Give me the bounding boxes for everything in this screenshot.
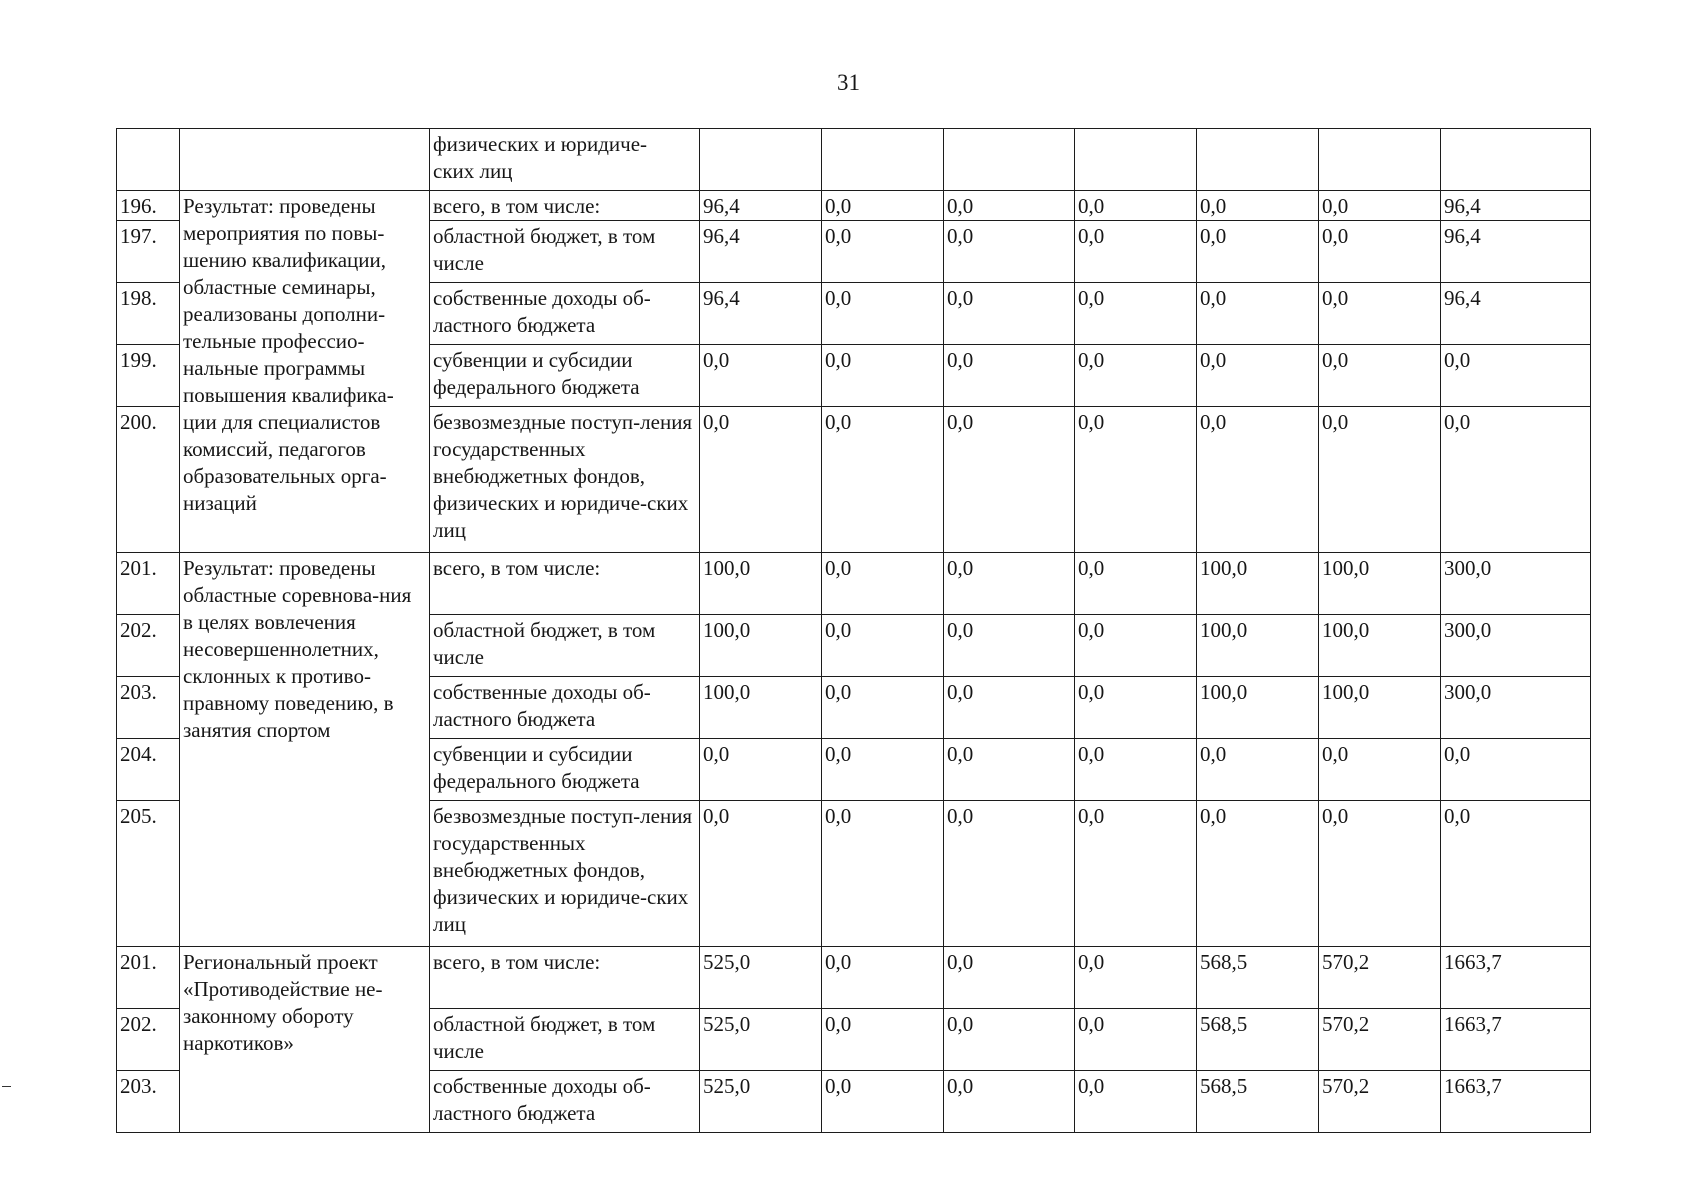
amount-value: 0,0: [1444, 410, 1471, 434]
row-number-cell: [117, 739, 180, 801]
amount-value: 100,0: [703, 680, 751, 704]
value-cell: [944, 283, 1075, 345]
value-cell: [700, 129, 822, 191]
value-cell: [1075, 553, 1197, 615]
value-cell: [1319, 1071, 1441, 1133]
value-cell: [1197, 553, 1319, 615]
amount-value: 0,0: [1078, 1074, 1105, 1098]
value-cell: [1197, 739, 1319, 801]
amount-value: 0,0: [1322, 224, 1349, 248]
value-cell: [944, 1071, 1075, 1133]
amount-value: 0,0: [1078, 194, 1105, 218]
amount-value: 0,0: [825, 618, 852, 642]
amount-value: 0,0: [1200, 194, 1227, 218]
funding-source-label: областной бюджет, в том числе: [433, 618, 656, 669]
value-cell: [1319, 677, 1441, 739]
amount-value: 570,2: [1322, 1012, 1370, 1036]
row-number: 196.: [120, 194, 157, 218]
amount-value: 0,0: [947, 1074, 974, 1098]
amount-value: 0,0: [1200, 348, 1227, 372]
value-cell: [1197, 677, 1319, 739]
value-cell: [1075, 129, 1197, 191]
amount-value: 100,0: [1322, 680, 1370, 704]
page-number: 31: [837, 70, 860, 95]
funding-source-cell: [430, 221, 700, 283]
value-cell: [1075, 801, 1197, 947]
value-cell: [822, 801, 944, 947]
amount-value: 0,0: [1200, 742, 1227, 766]
amount-value: 0,0: [703, 348, 730, 372]
amount-value: 0,0: [1078, 556, 1105, 580]
description-cell: [180, 191, 430, 553]
amount-value: 0,0: [947, 1012, 974, 1036]
row-number-cell: [117, 1071, 180, 1133]
value-cell: [1197, 1071, 1319, 1133]
amount-value: 0,0: [825, 742, 852, 766]
amount-value: 0,0: [703, 410, 730, 434]
amount-value: 0,0: [1200, 286, 1227, 310]
amount-value: 568,5: [1200, 1012, 1248, 1036]
value-cell: [1197, 407, 1319, 553]
value-cell: [1319, 739, 1441, 801]
row-number: 201.: [120, 556, 157, 580]
value-cell: [822, 221, 944, 283]
funding-source-cell: [430, 1071, 700, 1133]
row-number-cell: [117, 553, 180, 615]
funding-source-cell: [430, 947, 700, 1009]
amount-value: 0,0: [1078, 950, 1105, 974]
description-cell: [180, 947, 430, 1133]
amount-value: 0,0: [1078, 680, 1105, 704]
value-cell: [822, 407, 944, 553]
value-cell: [700, 801, 822, 947]
amount-value: 0,0: [1078, 618, 1105, 642]
value-cell: [1441, 407, 1591, 553]
value-cell: [1197, 129, 1319, 191]
value-cell: [1197, 1009, 1319, 1071]
value-cell: [1441, 1009, 1591, 1071]
amount-value: 570,2: [1322, 1074, 1370, 1098]
value-cell: [1319, 191, 1441, 221]
table-row: [117, 191, 1591, 221]
row-number-cell: [117, 407, 180, 553]
amount-value: 300,0: [1444, 680, 1492, 704]
description-cell: [180, 553, 430, 947]
amount-value: 525,0: [703, 1074, 751, 1098]
value-cell: [1075, 947, 1197, 1009]
funding-source-cell: [430, 801, 700, 947]
amount-value: 96,4: [703, 194, 740, 218]
value-cell: [1441, 553, 1591, 615]
row-number: 204.: [120, 742, 157, 766]
row-number-cell: [117, 129, 180, 191]
value-cell: [1075, 221, 1197, 283]
value-cell: [1441, 677, 1591, 739]
value-cell: [944, 129, 1075, 191]
funding-source-label: безвозмездные поступ-ления государственных внебюджетных фондов, физических и юридиче-ских лиц: [433, 804, 693, 936]
row-number-cell: [117, 221, 180, 283]
amount-value: 0,0: [1322, 742, 1349, 766]
value-cell: [700, 1071, 822, 1133]
value-cell: [1075, 615, 1197, 677]
funding-source-label: физических и юридиче- ских лиц: [433, 132, 648, 183]
amount-value: 0,0: [825, 194, 852, 218]
funding-source-label: субвенции и субсидии федерального бюджета: [433, 348, 640, 399]
amount-value: 0,0: [825, 804, 852, 828]
amount-value: 1663,7: [1444, 950, 1502, 974]
amount-value: 96,4: [1444, 194, 1481, 218]
budget-table: [116, 128, 1591, 1133]
value-cell: [700, 191, 822, 221]
value-cell: [822, 947, 944, 1009]
value-cell: [700, 345, 822, 407]
amount-value: 0,0: [703, 804, 730, 828]
amount-value: 0,0: [1078, 804, 1105, 828]
value-cell: [1075, 739, 1197, 801]
amount-value: 0,0: [1322, 286, 1349, 310]
value-cell: [1197, 947, 1319, 1009]
value-cell: [1441, 615, 1591, 677]
value-cell: [1075, 345, 1197, 407]
amount-value: 525,0: [703, 1012, 751, 1036]
amount-value: 300,0: [1444, 618, 1492, 642]
value-cell: [822, 677, 944, 739]
amount-value: 0,0: [947, 742, 974, 766]
value-cell: [1441, 283, 1591, 345]
value-cell: [1197, 615, 1319, 677]
row-number-cell: [117, 801, 180, 947]
funding-source-label: безвозмездные поступ-ления государственных внебюджетных фондов, физических и юридиче-ских лиц: [433, 410, 693, 542]
value-cell: [700, 221, 822, 283]
amount-value: 0,0: [1078, 1012, 1105, 1036]
amount-value: 0,0: [825, 224, 852, 248]
amount-value: 0,0: [825, 556, 852, 580]
table-row: [117, 553, 1591, 615]
amount-value: 0,0: [947, 410, 974, 434]
value-cell: [822, 615, 944, 677]
value-cell: [1319, 947, 1441, 1009]
value-cell: [700, 283, 822, 345]
funding-source-label: областной бюджет, в том числе: [433, 1012, 656, 1063]
value-cell: [1075, 407, 1197, 553]
value-cell: [944, 677, 1075, 739]
amount-value: 0,0: [947, 194, 974, 218]
continuation-row: [117, 129, 1591, 191]
amount-value: 0,0: [1322, 194, 1349, 218]
amount-value: 96,4: [1444, 224, 1481, 248]
value-cell: [700, 615, 822, 677]
value-cell: [944, 739, 1075, 801]
value-cell: [1319, 221, 1441, 283]
row-number: 198.: [120, 286, 157, 310]
amount-value: 100,0: [1200, 680, 1248, 704]
value-cell: [944, 345, 1075, 407]
funding-source-cell: [430, 283, 700, 345]
amount-value: 0,0: [947, 804, 974, 828]
row-number: 202.: [120, 1012, 157, 1036]
amount-value: 0,0: [947, 348, 974, 372]
value-cell: [944, 947, 1075, 1009]
amount-value: 0,0: [1078, 224, 1105, 248]
value-cell: [1441, 947, 1591, 1009]
value-cell: [1075, 1009, 1197, 1071]
amount-value: 0,0: [1322, 410, 1349, 434]
amount-value: 0,0: [825, 680, 852, 704]
row-number: 200.: [120, 410, 157, 434]
funding-source-cell: [430, 615, 700, 677]
funding-source-cell: [430, 129, 700, 191]
row-number-cell: [117, 283, 180, 345]
value-cell: [1319, 129, 1441, 191]
amount-value: 96,4: [703, 224, 740, 248]
value-cell: [1441, 221, 1591, 283]
value-cell: [1441, 739, 1591, 801]
value-cell: [944, 191, 1075, 221]
description-text: Результат: проведены мероприятия по повы-шению квалификации, областные семинары, реализованы дополни-тельные профессио-нальные программы повышения квалифика-ции для специалистов комиссий, педагогов образовательных орга-низаций: [183, 194, 394, 515]
amount-value: 0,0: [947, 556, 974, 580]
amount-value: 300,0: [1444, 556, 1492, 580]
amount-value: 0,0: [1322, 804, 1349, 828]
funding-source-label: всего, в том числе:: [433, 950, 601, 974]
value-cell: [1441, 345, 1591, 407]
funding-source-cell: [430, 345, 700, 407]
amount-value: 0,0: [825, 1012, 852, 1036]
description-text: Региональный проект «Противодействие не-законному обороту наркотиков»: [183, 950, 383, 1055]
amount-value: 0,0: [1444, 804, 1471, 828]
table-body: [117, 129, 1591, 1133]
value-cell: [700, 407, 822, 553]
value-cell: [1197, 801, 1319, 947]
amount-value: 0,0: [1078, 742, 1105, 766]
value-cell: [1319, 1009, 1441, 1071]
amount-value: 1663,7: [1444, 1074, 1502, 1098]
row-number-cell: [117, 677, 180, 739]
value-cell: [822, 553, 944, 615]
amount-value: 0,0: [947, 618, 974, 642]
amount-value: 100,0: [1322, 618, 1370, 642]
value-cell: [700, 739, 822, 801]
row-number: 197.: [120, 224, 157, 248]
row-number: 205.: [120, 804, 157, 828]
amount-value: 96,4: [703, 286, 740, 310]
amount-value: 0,0: [947, 224, 974, 248]
amount-value: 0,0: [1200, 410, 1227, 434]
amount-value: 0,0: [1444, 742, 1471, 766]
amount-value: 100,0: [703, 618, 751, 642]
value-cell: [1319, 407, 1441, 553]
funding-source-label: собственные доходы об-ластного бюджета: [433, 1074, 651, 1125]
amount-value: 0,0: [1200, 224, 1227, 248]
value-cell: [700, 947, 822, 1009]
funding-source-label: областной бюджет, в том числе: [433, 224, 656, 275]
value-cell: [944, 615, 1075, 677]
funding-source-cell: [430, 191, 700, 221]
funding-source-label: всего, в том числе:: [433, 556, 601, 580]
value-cell: [822, 1009, 944, 1071]
amount-value: 0,0: [1322, 348, 1349, 372]
value-cell: [822, 283, 944, 345]
amount-value: 525,0: [703, 950, 751, 974]
description-cell: [180, 129, 430, 191]
amount-value: 1663,7: [1444, 1012, 1502, 1036]
funding-source-label: собственные доходы об-ластного бюджета: [433, 680, 651, 731]
row-number-cell: [117, 345, 180, 407]
amount-value: 0,0: [825, 286, 852, 310]
value-cell: [1075, 283, 1197, 345]
amount-value: 0,0: [825, 348, 852, 372]
value-cell: [700, 677, 822, 739]
value-cell: [822, 739, 944, 801]
value-cell: [1319, 345, 1441, 407]
value-cell: [822, 1071, 944, 1133]
value-cell: [944, 553, 1075, 615]
value-cell: [1197, 191, 1319, 221]
amount-value: 100,0: [1322, 556, 1370, 580]
value-cell: [1075, 1071, 1197, 1133]
row-number: 199.: [120, 348, 157, 372]
value-cell: [944, 801, 1075, 947]
row-number: 202.: [120, 618, 157, 642]
funding-source-cell: [430, 739, 700, 801]
value-cell: [822, 345, 944, 407]
amount-value: 0,0: [1078, 286, 1105, 310]
amount-value: 100,0: [1200, 556, 1248, 580]
value-cell: [944, 221, 1075, 283]
value-cell: [1197, 283, 1319, 345]
value-cell: [944, 1009, 1075, 1071]
row-number: 203.: [120, 680, 157, 704]
amount-value: 0,0: [1444, 348, 1471, 372]
value-cell: [1319, 615, 1441, 677]
funding-source-label: всего, в том числе:: [433, 194, 601, 218]
amount-value: 0,0: [1200, 804, 1227, 828]
value-cell: [1197, 345, 1319, 407]
funding-source-label: собственные доходы об-ластного бюджета: [433, 286, 651, 337]
value-cell: [1197, 221, 1319, 283]
scan-edge-mark: [2, 1086, 11, 1087]
amount-value: 568,5: [1200, 950, 1248, 974]
amount-value: 568,5: [1200, 1074, 1248, 1098]
amount-value: 0,0: [703, 742, 730, 766]
funding-source-cell: [430, 553, 700, 615]
amount-value: 0,0: [825, 410, 852, 434]
row-number-cell: [117, 1009, 180, 1071]
amount-value: 0,0: [1078, 410, 1105, 434]
amount-value: 100,0: [1200, 618, 1248, 642]
amount-value: 0,0: [947, 950, 974, 974]
row-number-cell: [117, 615, 180, 677]
value-cell: [1319, 283, 1441, 345]
amount-value: 100,0: [703, 556, 751, 580]
funding-source-cell: [430, 677, 700, 739]
funding-source-label: субвенции и субсидии федерального бюджета: [433, 742, 640, 793]
amount-value: 96,4: [1444, 286, 1481, 310]
value-cell: [944, 407, 1075, 553]
row-number: 203.: [120, 1074, 157, 1098]
value-cell: [700, 1009, 822, 1071]
value-cell: [700, 553, 822, 615]
amount-value: 0,0: [947, 680, 974, 704]
table-row: [117, 947, 1591, 1009]
row-number-cell: [117, 947, 180, 1009]
amount-value: 0,0: [1078, 348, 1105, 372]
value-cell: [1319, 801, 1441, 947]
amount-value: 570,2: [1322, 950, 1370, 974]
value-cell: [1319, 553, 1441, 615]
value-cell: [1441, 801, 1591, 947]
description-text: Результат: проведены областные соревнова-ния в целях вовлечения несовершеннолетних, склонных к противо-правному поведению, в занятия спортом: [183, 556, 412, 742]
value-cell: [822, 129, 944, 191]
row-number: 201.: [120, 950, 157, 974]
value-cell: [1441, 129, 1591, 191]
row-number-cell: [117, 191, 180, 221]
value-cell: [822, 191, 944, 221]
value-cell: [1441, 1071, 1591, 1133]
amount-value: 0,0: [947, 286, 974, 310]
value-cell: [1075, 191, 1197, 221]
amount-value: 0,0: [825, 950, 852, 974]
funding-source-cell: [430, 1009, 700, 1071]
funding-source-cell: [430, 407, 700, 553]
value-cell: [1441, 191, 1591, 221]
value-cell: [1075, 677, 1197, 739]
amount-value: 0,0: [825, 1074, 852, 1098]
